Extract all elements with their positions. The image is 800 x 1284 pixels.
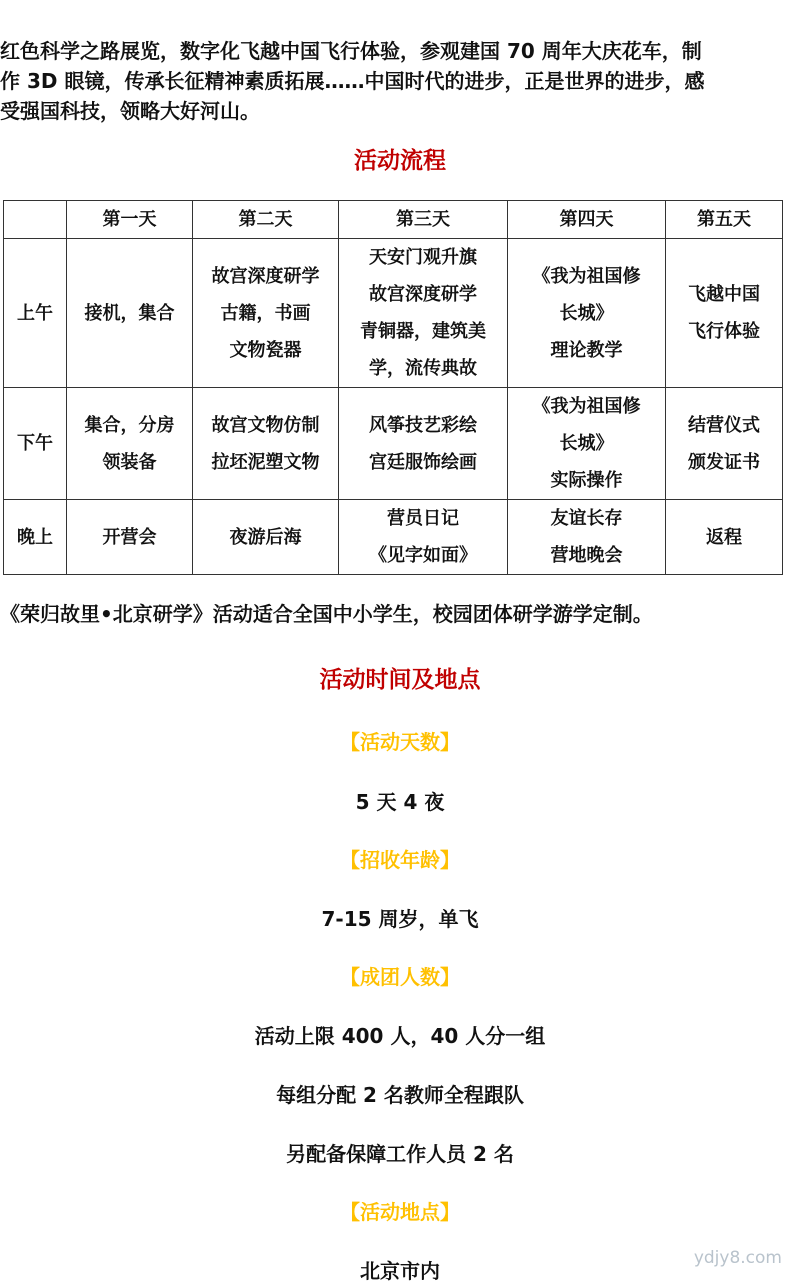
schedule-cell [193, 500, 339, 575]
cell-text: 文物瓷器 [229, 339, 302, 361]
day-header: 第二天 [193, 201, 339, 239]
schedule-cell [67, 388, 193, 500]
cell-text: 天安门观升旗 [369, 247, 477, 268]
cell-text: 开营会 [102, 526, 157, 548]
period-label: 晚上 [4, 500, 67, 575]
cell-text: 故宫文物仿制 [211, 414, 320, 436]
cell-text: 《见字如面》 [369, 545, 477, 566]
intro-line: 作 3D 眼镜，传承长征精神素质拓展……中国时代的进步，正是世界的进步，感 [0, 69, 705, 93]
day-header: 第一天 [67, 201, 193, 239]
cell-text: 集合，分房 [84, 414, 175, 436]
schedule-cell [339, 388, 508, 500]
day-header: 第五天 [666, 201, 783, 239]
cell-text: 颁发证书 [688, 451, 760, 473]
group-size-label: 【成团人数】 [340, 965, 460, 989]
age-label: 【招收年龄】 [340, 848, 460, 872]
days-label: 【活动天数】 [340, 730, 460, 754]
corner-cell [4, 201, 67, 239]
period-label: 上午 [4, 239, 67, 388]
schedule-cell [508, 388, 666, 500]
days-value: 5 天 4 夜 [355, 790, 445, 814]
cell-text: 理论教学 [550, 339, 623, 361]
cell-text: 学，流传典故 [369, 358, 477, 379]
site-watermark: ydjy8.com [693, 1248, 782, 1268]
group-size-line: 每组分配 2 名教师全程跟队 [276, 1083, 524, 1107]
schedule-cell [508, 500, 666, 575]
schedule-cell [193, 239, 339, 388]
cell-text: 长城》 [559, 433, 614, 454]
cell-text: 接机，集合 [84, 302, 175, 324]
schedule-table [3, 200, 783, 575]
schedule-row-morning [4, 239, 783, 388]
schedule-row-afternoon [4, 388, 783, 500]
intro-line: 受强国科技，领略大好河山。 [0, 99, 260, 123]
cell-text: 长城》 [559, 302, 614, 324]
flow-title: 活动流程 [354, 148, 446, 174]
cell-text: 返程 [706, 526, 742, 548]
cell-text: 结营仪式 [688, 414, 760, 436]
day-header: 第三天 [339, 201, 508, 239]
cell-text: 拉坯泥塑文物 [211, 451, 320, 473]
cell-text: 《我为祖国修 [532, 396, 641, 417]
cell-text: 营地晚会 [550, 545, 623, 566]
suitability-note: 《荣归故里•北京研学》活动适合全国中小学生，校园团体研学游学定制。 [0, 602, 653, 626]
schedule-row-evening [4, 500, 783, 575]
cell-text: 《我为祖国修 [532, 265, 641, 287]
period-label: 下午 [4, 388, 67, 500]
cell-text: 宫廷服饰绘画 [369, 451, 477, 473]
schedule-cell [508, 239, 666, 388]
schedule-cell [666, 388, 783, 500]
place-value: 北京市内 [360, 1259, 440, 1283]
cell-text: 古籍，书画 [220, 302, 311, 324]
cell-text: 友谊长存 [550, 508, 623, 529]
schedule-cell [666, 500, 783, 575]
time-place-title: 活动时间及地点 [319, 667, 481, 693]
cell-text: 故宫深度研学 [211, 265, 320, 287]
schedule-cell [339, 239, 508, 388]
schedule-cell [67, 239, 193, 388]
age-value: 7-15 周岁，单飞 [321, 907, 479, 931]
cell-text: 故宫深度研学 [369, 284, 477, 305]
intro-line: 红色科学之路展览，数字化飞越中国飞行体验，参观建国 70 周年大庆花车，制 [0, 39, 702, 63]
cell-text: 飞行体验 [688, 321, 760, 342]
cell-text: 夜游后海 [229, 526, 302, 548]
schedule-cell [193, 388, 339, 500]
schedule-cell [67, 500, 193, 575]
cell-text: 营员日记 [387, 508, 459, 529]
cell-text: 实际操作 [550, 470, 623, 491]
cell-text: 青铜器，建筑美 [360, 321, 486, 342]
schedule-header-row [4, 201, 783, 239]
cell-text: 飞越中国 [688, 284, 760, 305]
schedule-cell [666, 239, 783, 388]
cell-text: 风筝技艺彩绘 [369, 414, 477, 436]
intro-paragraph [0, 36, 800, 126]
cell-text: 领装备 [102, 451, 157, 473]
schedule-cell [339, 500, 508, 575]
group-size-line: 另配备保障工作人员 2 名 [286, 1142, 514, 1166]
day-header: 第四天 [508, 201, 666, 239]
group-size-line: 活动上限 400 人，40 人分一组 [254, 1024, 546, 1048]
place-label: 【活动地点】 [340, 1200, 460, 1224]
